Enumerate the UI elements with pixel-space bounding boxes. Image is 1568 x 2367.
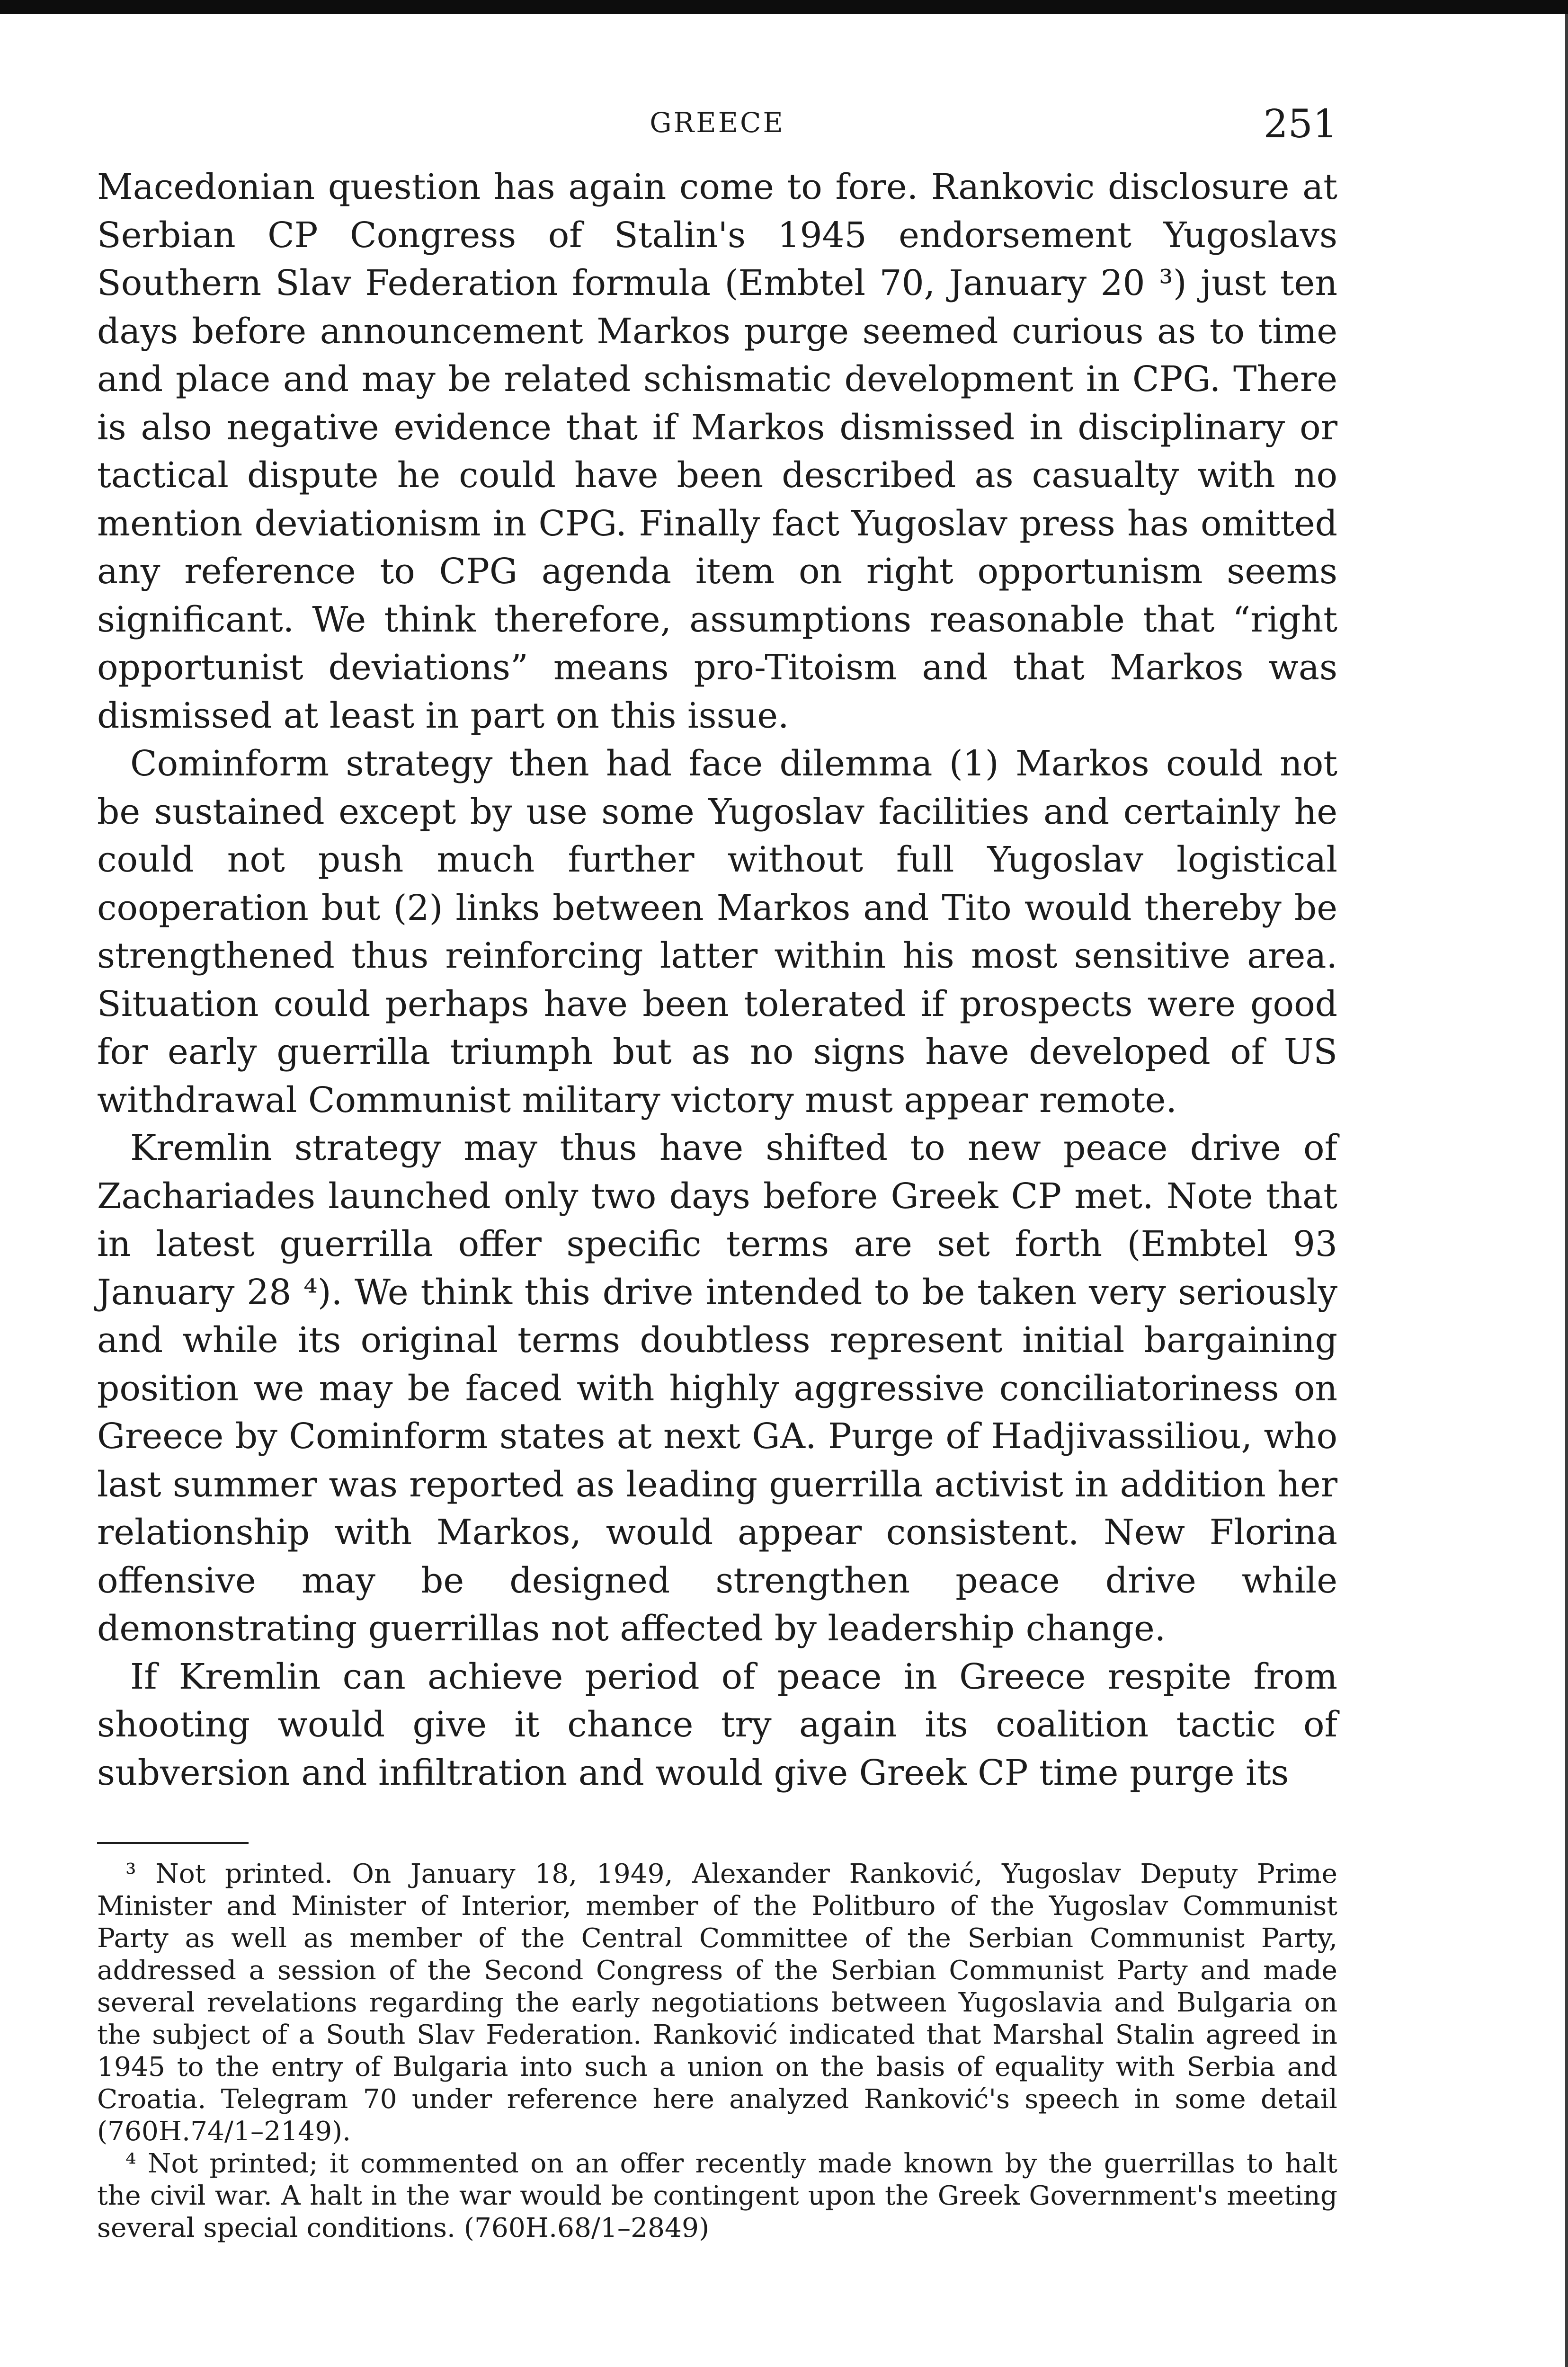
footnote-separator	[97, 1842, 249, 1844]
body-paragraph-1: Macedonian question has again come to fore. Rankovic disclosure at Serbian CP Congress of Stalin's 1945 endorsement Yugoslavs Southern Slav Federation formula (Embtel 70, January 20 ³) just ten days before announcement Markos purge seemed curious as to time and place and may be related schismatic development in CPG. There is also negative evidence that if Markos dismissed in disciplinary or tactical dispute he could have been described as casualty with no mention deviationism in CPG. Finally fact Yugoslav press has omitted any reference to CPG agenda item on right opportunism seems significant. We think therefore, assumptions reasonable that “right opportunist deviations” means pro-Titoism and that Markos was dismissed at least in part on this issue.	[97, 167, 1337, 736]
footnote-3: ³ Not printed. On January 18, 1949, Alexander Ranković, Yugoslav Deputy Prime Minister and Minister of Interior, member of the Politburo of the Yugoslav Communist Party as well as member of the Central Committee of the Serbian Communist Party, addressed a session of the Second Congress of the Serbian Communist Party and made several revelations regarding the early negotiations between Yugoslavia and Bulgaria on the subject of a South Slav Federation. Ranković indicated that Marshal Stalin agreed in 1945 to the entry of Bulgaria into such a union on the basis of equality with Serbia and Croatia. Telegram 70 under reference here analyzed Ranković's speech in some detail (760H.74/1–2149).	[97, 1859, 1337, 2147]
document-page	[97, 102, 1337, 2244]
scan-top-border	[0, 0, 1568, 14]
footnotes	[97, 1858, 1337, 2244]
body-text	[97, 163, 1337, 1797]
running-head-title: GREECE	[650, 107, 785, 139]
page-number: 251	[1263, 102, 1337, 147]
running-head	[97, 102, 1337, 159]
body-paragraph-4: If Kremlin can achieve period of peace in Greece respite from shooting would give it chance try again its coalition tactic of subversion and infiltration and would give Greek CP time purge its	[97, 1656, 1337, 1793]
body-paragraph-2: Cominform strategy then had face dilemma (1) Markos could not be sustained except by use some Yugoslav facilities and certainly he could not push much further without full Yugoslav logistical cooperation but (2) links between Markos and Tito would thereby be strengthened thus reinforcing latter within his most sensitive area. Situation could perhaps have been tolerated if prospects were good for early guerrilla triumph but as no signs have developed of US withdrawal Communist military victory must appear remote.	[97, 743, 1337, 1121]
body-paragraph-3: Kremlin strategy may thus have shifted to new peace drive of Zachariades launched only two days before Greek CP met. Note that in latest guerrilla offer specific terms are set forth (Embtel 93 January 28 ⁴). We think this drive intended to be taken very seriously and while its original terms doubtless represent initial bargaining position we may be faced with highly aggressive conciliatoriness on Greece by Cominform states at next GA. Purge of Hadjivassiliou, who last summer was reported as leading guerrilla activist in addition her relationship with Markos, would appear consistent. New Florina offensive may be designed strengthen peace drive while demonstrating guerrillas not affected by leadership change.	[97, 1128, 1337, 1649]
scan-right-edge	[1565, 14, 1568, 2367]
footnote-4: ⁴ Not printed; it commented on an offer recently made known by the guerrillas to halt the civil war. A halt in the war would be contingent upon the Greek Government's meeting several special conditions. (760H.68/1–2849)	[97, 2148, 1337, 2243]
